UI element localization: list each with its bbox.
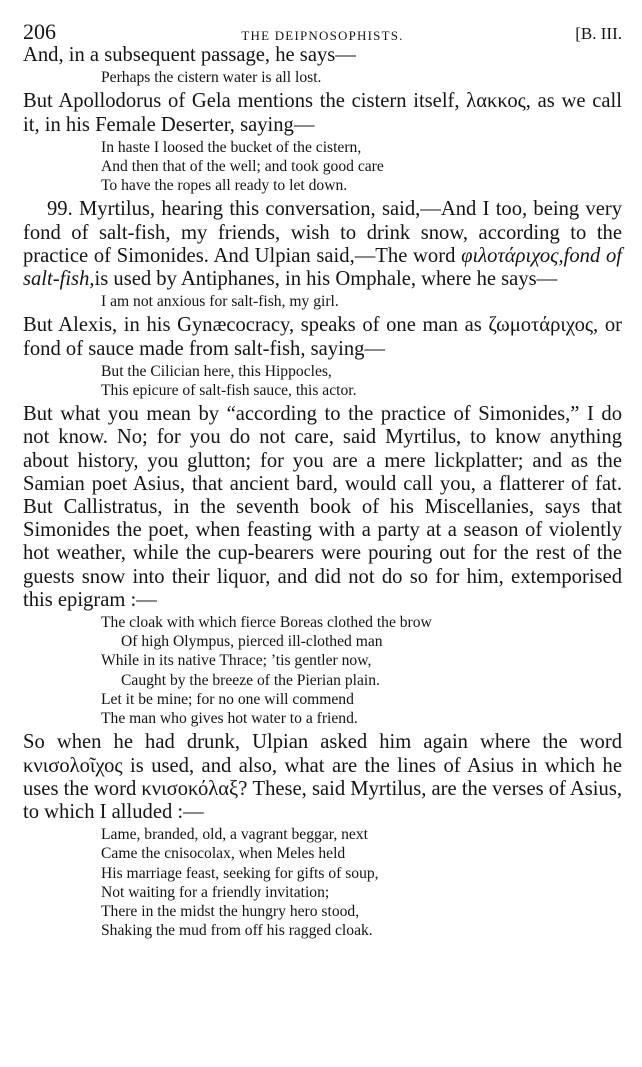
verse-quotation (23, 292, 622, 311)
verse-line: Perhaps the cistern water is all lost. (101, 69, 322, 87)
verse-line: There in the midst the hungry hero stood, (101, 902, 360, 920)
verse-line: Let it be mine; for no one will commend (101, 690, 354, 708)
verse-line: I am not anxious for salt-fish, my girl. (101, 293, 339, 311)
verse-line: Of high Olympus, pierced ill-clothed man (121, 633, 383, 651)
prose-paragraph: But what you mean by “according to the practice of Simonides,” I do not know. No; for you do not care, said Myrtilus, to know anything about history, you glutton; for you are a mere lickplatter; and as the Samian poet Asius, that ancient bard, would call you, a flatterer of fat. But Callistratus, in the seventh book of his Miscellanies, says that Simonides the poet, when feasting with a party at a season of violently hot weather, while the cup-bearers were pouring out for the rest of the guests snow into their liquor, and did not do so for him, extemporised this epigram :— (23, 403, 622, 611)
verse-quotation (23, 68, 622, 87)
verse-line: Caught by the breeze of the Pierian plain. (121, 671, 380, 689)
greek-term: φιλοτάριχος, (461, 244, 564, 267)
gloss: fond of salt-fish, (23, 244, 622, 291)
verse-line: While in its native Thrace; ’tis gentler now, (101, 652, 372, 670)
text-run: is used by Antiphanes, in his Omphale, where he says— (94, 268, 558, 291)
page-body (23, 44, 622, 940)
prose-paragraph (23, 198, 622, 291)
verse-line: To have the ropes all ready to let down. (101, 177, 348, 195)
verse-quotation (23, 613, 622, 728)
verse-quotation (23, 362, 622, 400)
running-title: THE DEIPNOSOPHISTS. (241, 28, 404, 43)
verse-line: In haste I loosed the bucket of the cistern, (101, 138, 362, 156)
prose-paragraph: And, in a subsequent passage, he says— (23, 44, 356, 66)
verse-line: Shaking the mud from off his ragged cloak. (101, 922, 373, 940)
prose-paragraph: So when he had drunk, Ulpian asked him again where the word κνισολοῖχος is used, and also, what are the lines of Asius in which he uses the word κνισοκόλαξ? These, said Myrtilus, are the verses of Asius, to which I alluded :— (23, 731, 622, 823)
text-run: 99. Myrtilus, hearing this conversation, said,—And I too, being very fond of salt-fish, my friends, wish to drink snow, according to the practice of Simonides. And Ulpian said,—The word (23, 198, 622, 267)
verse-quotation (23, 138, 622, 196)
verse-line: This epicure of salt-fish sauce, this actor. (101, 382, 357, 400)
verse-line: The cloak with which fierce Boreas clothed the brow (101, 614, 432, 632)
verse-line: The man who gives hot water to a friend. (101, 710, 358, 728)
verse-line: But the Cilician here, this Hippocles, (101, 362, 332, 380)
running-header (23, 0, 622, 44)
page-number: 206 (23, 19, 56, 44)
verse-quotation (23, 825, 622, 940)
verse-line: And then that of the well; and took good care (101, 158, 384, 176)
verse-line: Lame, branded, old, a vagrant beggar, next (101, 826, 368, 844)
verse-line: Not waiting for a friendly invitation; (101, 883, 330, 901)
book-section: [B. III. (575, 24, 622, 43)
prose-paragraph: But Alexis, in his Gynæcocracy, speaks of one man as ζωμοτάριχος, or fond of sauce made from salt-fish, saying— (23, 314, 622, 360)
verse-line: His marriage feast, seeking for gifts of soup, (101, 864, 379, 882)
prose-paragraph: But Apollodorus of Gela mentions the cistern itself, λακκος, as we call it, in his Female Deserter, saying— (23, 90, 622, 136)
verse-line: Came the cnisocolax, when Meles held (101, 845, 346, 863)
